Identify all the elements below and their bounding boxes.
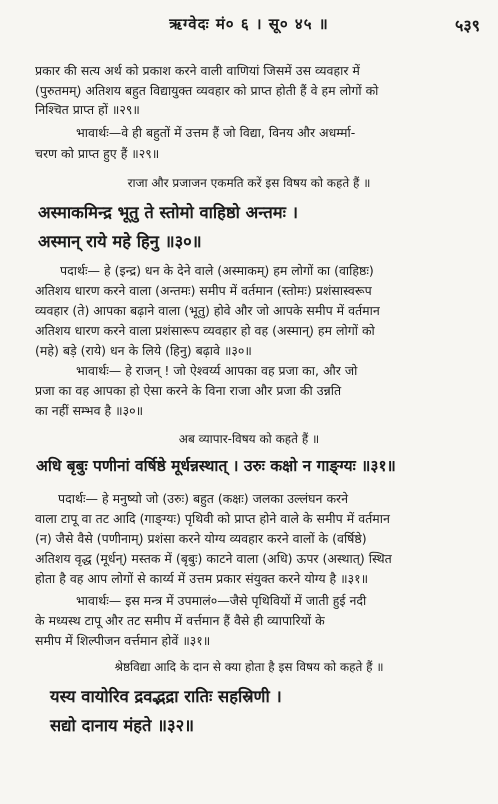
text-line: चरण को प्राप्त हुए हैं ॥२९॥ [35, 146, 160, 161]
text-line: समीप में शिल्पीजन वर्त्तमान होवें ॥३१॥ [35, 633, 211, 648]
section-heading: अब व्यापार-विषय को कहते हैं ॥ [178, 432, 320, 446]
text-line: अतिशय वृद्ध (मूर्धन्) मस्तक में (बृबुः) काटने वाला (अधि) ऊपर (अस्थात्) स्थित [35, 551, 392, 566]
text-line: (न) जैसे वैसे (पणीनाम्) प्रशंसा करने योग्य व्यवहार करने वालों के (वर्षिष्ठे) [35, 531, 367, 546]
text-line: निश्चित प्राप्त हों ॥२९॥ [35, 102, 140, 117]
page-title: ऋग्वेदः मं० ६ । सू० ४५ ॥ [169, 15, 329, 33]
text-line: अतिशय धारण करने वाला प्रशंसारूप व्यवहार हो वह (अस्मान्) हम लोगों को [35, 323, 375, 338]
text-line: भावार्थः— इस मन्त्र में उपमालं०—जैसे पृथिवियों में जाती हुई नदी [76, 593, 367, 608]
text-line: वाला टापू वा तट आदि (गाङ्ग्यः) पृथिवी को प्राप्त होने वाले के समीप में वर्तमान [35, 511, 390, 526]
section-heading: श्रेष्ठविद्या आदि के दान से क्या होता है इस विषय को कहते हैं ॥ [114, 660, 384, 674]
mantra-line: अस्मान् राये महे हिनु ॥३०॥ [38, 232, 202, 251]
text-line: व्यवहार (ते) आपका बढ़ाने वाला (भूतु) होवे और जो आपके समीप में वर्तमान [35, 303, 380, 318]
text-line: होता है वह आप लोगों से कार्य्य में उत्तम प्रकार संयुक्त करने योग्य है ॥३१॥ [35, 571, 369, 586]
mantra-line: यस्य वायोरिव द्रवद्भद्रा रातिः सहस्रिणी । [50, 687, 282, 706]
text-line: प्रजा का वह आपका हो ऐसा करने के विना राजा और प्रजा की उन्नति [35, 383, 342, 398]
mantra-line: सद्यो दानाय मंहते ॥३२॥ [50, 716, 195, 735]
text-line: (महे) बड़े (राये) धन के लिये (हिनु) बढ़ावे ॥३०॥ [35, 343, 252, 358]
text-line: के मध्यस्थ टापू और तट समीप में वर्त्तमान हैं वैसे ही व्यापारियों के [35, 613, 325, 628]
text-line: पदार्थः— हे (इन्द्र) धन के देने वाले (अस्माकम्) हम लोगों का (वाहिष्ठः) [60, 263, 374, 278]
page-number: ५३९ [455, 16, 480, 35]
text-line: अतिशय धारण करने वाला (अन्तमः) समीप में वर्तमान (स्तोमः) प्रशंसास्वरूप [35, 283, 372, 298]
text-line: प्रकार की सत्य अर्थ को प्रकाश करने वाली वाणियां जिसमें उस व्यवहार में [35, 63, 360, 78]
text-line: पदार्थः— हे मनुष्यो जो (उरुः) बहुत (कक्षः) जलका उल्लंघन करने [58, 491, 349, 506]
text-line: का नहीं सम्भव है ॥३०॥ [35, 403, 144, 418]
mantra-line: अधि बृबुः पणीनां वर्षिष्ठे मूर्धन्नस्थात् । उरुः कक्षो न गाङ्ग्यः ॥३१॥ [36, 457, 396, 475]
text-line: भावार्थः—वे ही बहुतों में उत्तम हैं जो विद्या, विनय और अधर्म्मा- [76, 125, 356, 140]
text-line: भावार्थः— हे राजन् ! जो ऐश्वर्य्य आपका वह प्रजा का, और जो [76, 363, 358, 378]
mantra-line: अस्माकमिन्द्र भूतु ते स्तोमो वाहिष्ठो अन्तमः । [38, 203, 298, 222]
text-line: (पुरुतमम्) अतिशय बहुत विद्यायुक्त व्यवहार को प्राप्त होती हैं वे हम लोगों को [35, 83, 379, 98]
section-heading: राजा और प्रजाजन एकमति करें इस विषय को कहते हैं ॥ [127, 176, 371, 190]
page-header [0, 14, 498, 40]
